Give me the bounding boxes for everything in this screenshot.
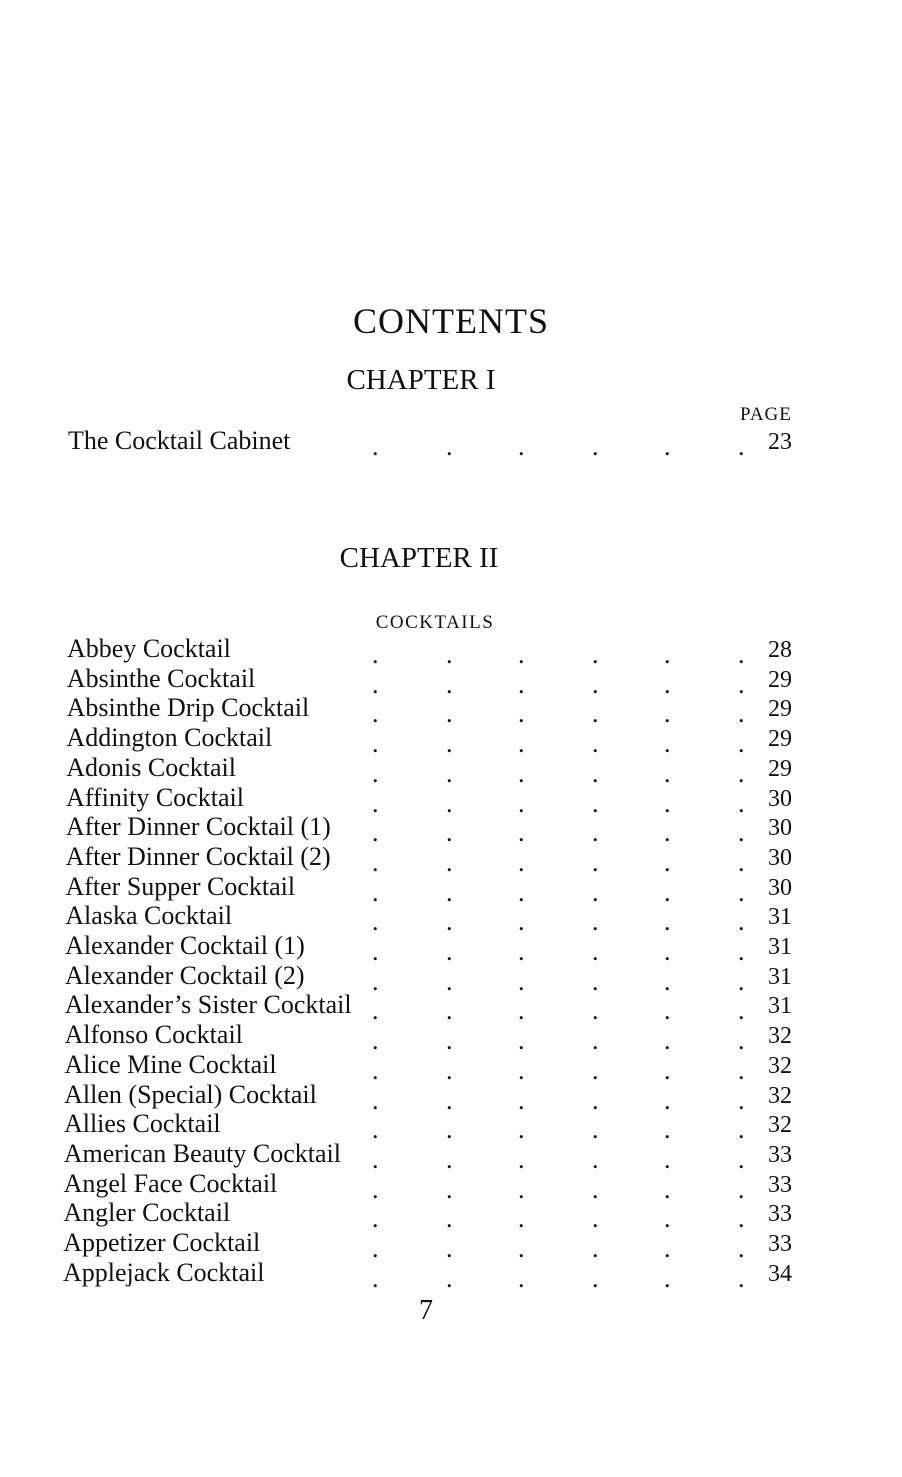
toc-entry-title: After Dinner Cocktail (1) [66, 812, 337, 842]
toc-entry [0, 782, 902, 818]
dot-leader: . . . . . . [372, 669, 745, 699]
toc-entry-title: Alaska Cocktail [65, 901, 238, 931]
toc-entry [0, 901, 902, 937]
toc-entry-page: 29 [768, 755, 792, 782]
toc-entry-title: Addington Cocktail [66, 723, 278, 753]
toc-entry-title: Allies Cocktail [64, 1109, 227, 1139]
toc-entry-page: 30 [768, 874, 792, 901]
toc-entry-page: 33 [768, 1171, 792, 1198]
chapter-1-heading: CHAPTER I [346, 364, 496, 396]
dot-leader: . . . . . . [372, 877, 745, 907]
dot-leader: . . . . . . [372, 966, 745, 996]
toc-entry-title: After Dinner Cocktail (2) [66, 842, 337, 872]
toc-entry-title: Alfonso Cocktail [65, 1020, 249, 1050]
toc-entry-title: Alexander Cocktail (1) [65, 931, 311, 961]
toc-entry-page: 34 [768, 1260, 792, 1287]
toc-entry-page: 23 [768, 429, 792, 455]
toc-entry [0, 752, 902, 788]
toc-entry-title: Applejack Cocktail [63, 1258, 270, 1288]
dot-leader: . . . . . . [372, 1234, 745, 1263]
section-heading-cocktails: COCKTAILS [375, 612, 495, 633]
contents-title: CONTENTS [353, 301, 549, 341]
dot-leader: . . . . . . [372, 1144, 745, 1174]
toc-entry [0, 1079, 902, 1115]
toc-entry-title: The Cocktail Cabinet [68, 426, 296, 456]
toc-entry [0, 1049, 902, 1085]
toc-entry [0, 1020, 902, 1056]
toc-entry-title: Angel Face Cocktail [64, 1169, 284, 1199]
toc-entry-title: Alexander’s Sister Cocktail [65, 990, 358, 1020]
toc-entry-page: 31 [768, 993, 792, 1020]
dot-leader: . . . . . . [372, 1263, 745, 1293]
dot-leader: . . . . . . [372, 1115, 745, 1145]
toc-entry [0, 1138, 902, 1174]
toc-entry [0, 723, 902, 759]
toc-entry-page: 33 [768, 1201, 792, 1228]
toc-entry [0, 960, 902, 996]
toc-entry [0, 693, 902, 729]
toc-entry [0, 1198, 902, 1234]
dot-leader: . . . . . . [372, 729, 745, 759]
toc-entry-page: 29 [768, 666, 792, 693]
toc-entry [0, 426, 902, 461]
dot-leader: . . . . . . [372, 996, 745, 1026]
dot-leader: . . . . . . [372, 818, 745, 848]
toc-entry-page: 32 [768, 1112, 792, 1139]
toc-entry [0, 841, 902, 877]
toc-entry [0, 871, 902, 907]
dot-leader: . . . . . . [372, 1026, 745, 1056]
toc-entry-title: After Supper Cocktail [65, 872, 301, 902]
toc-entry-page: 33 [768, 1141, 792, 1168]
toc-entry-page: 31 [768, 963, 792, 990]
toc-entry-page: 31 [768, 904, 792, 931]
dot-leader: . . . . . . [372, 847, 745, 877]
toc-entry-title: Alexander Cocktail (2) [65, 961, 311, 991]
dot-leader: . . . . . . [372, 640, 745, 669]
toc-entry-page: 28 [768, 637, 792, 663]
dot-leader: . . . . . . [372, 699, 745, 729]
toc-entry-page: 31 [768, 934, 792, 960]
toc-entry-title: Alice Mine Cocktail [64, 1050, 282, 1080]
toc-entry-page: 32 [768, 1023, 792, 1050]
dot-leader: . . . . . . [372, 432, 745, 461]
toc-entry [0, 1109, 902, 1145]
toc-entry-page: 30 [768, 785, 792, 812]
toc-entry-page: 30 [768, 844, 792, 871]
toc-entry-page: 29 [768, 726, 792, 753]
toc-entry-page: 33 [768, 1231, 792, 1257]
dot-leader: . . . . . . [372, 1085, 745, 1115]
toc-entry-title: Affinity Cocktail [66, 783, 250, 813]
dot-leader: . . . . . . [372, 907, 745, 937]
toc-entry [0, 931, 902, 966]
toc-entry [0, 990, 902, 1026]
toc-entry [0, 812, 902, 848]
toc-entry [0, 663, 902, 699]
toc-entry [0, 634, 902, 669]
toc-entry [0, 1257, 902, 1293]
toc-entry [0, 1168, 902, 1204]
dot-leader: . . . . . . [372, 937, 745, 966]
dot-leader: . . . . . . [372, 1204, 745, 1234]
dot-leader: . . . . . . [372, 788, 745, 818]
toc-entry-title: Angler Cocktail [63, 1198, 236, 1228]
toc-entry-title: American Beauty Cocktail [64, 1139, 347, 1169]
toc-entry-page: 30 [768, 815, 792, 842]
toc-entry-title: Appetizer Cocktail [63, 1228, 266, 1258]
toc-entry [0, 1228, 902, 1263]
toc-entry-title: Absinthe Drip Cocktail [67, 693, 316, 723]
dot-leader: . . . . . . [372, 758, 745, 788]
toc-entry-title: Absinthe Cocktail [67, 664, 261, 694]
page-column-label: PAGE [740, 404, 792, 425]
toc-entry-title: Adonis Cocktail [66, 753, 242, 783]
toc-entry-page: 29 [768, 696, 792, 723]
dot-leader: . . . . . . [372, 1055, 745, 1085]
toc-entry-title: Allen (Special) Cocktail [64, 1080, 323, 1110]
toc-entry-page: 32 [768, 1082, 792, 1109]
toc-entry-title: Abbey Cocktail [67, 634, 237, 664]
chapter-2-heading: CHAPTER II [339, 542, 499, 574]
toc-entry-page: 32 [768, 1052, 792, 1079]
dot-leader: . . . . . . [372, 1174, 745, 1204]
page-number: 7 [419, 1295, 433, 1326]
